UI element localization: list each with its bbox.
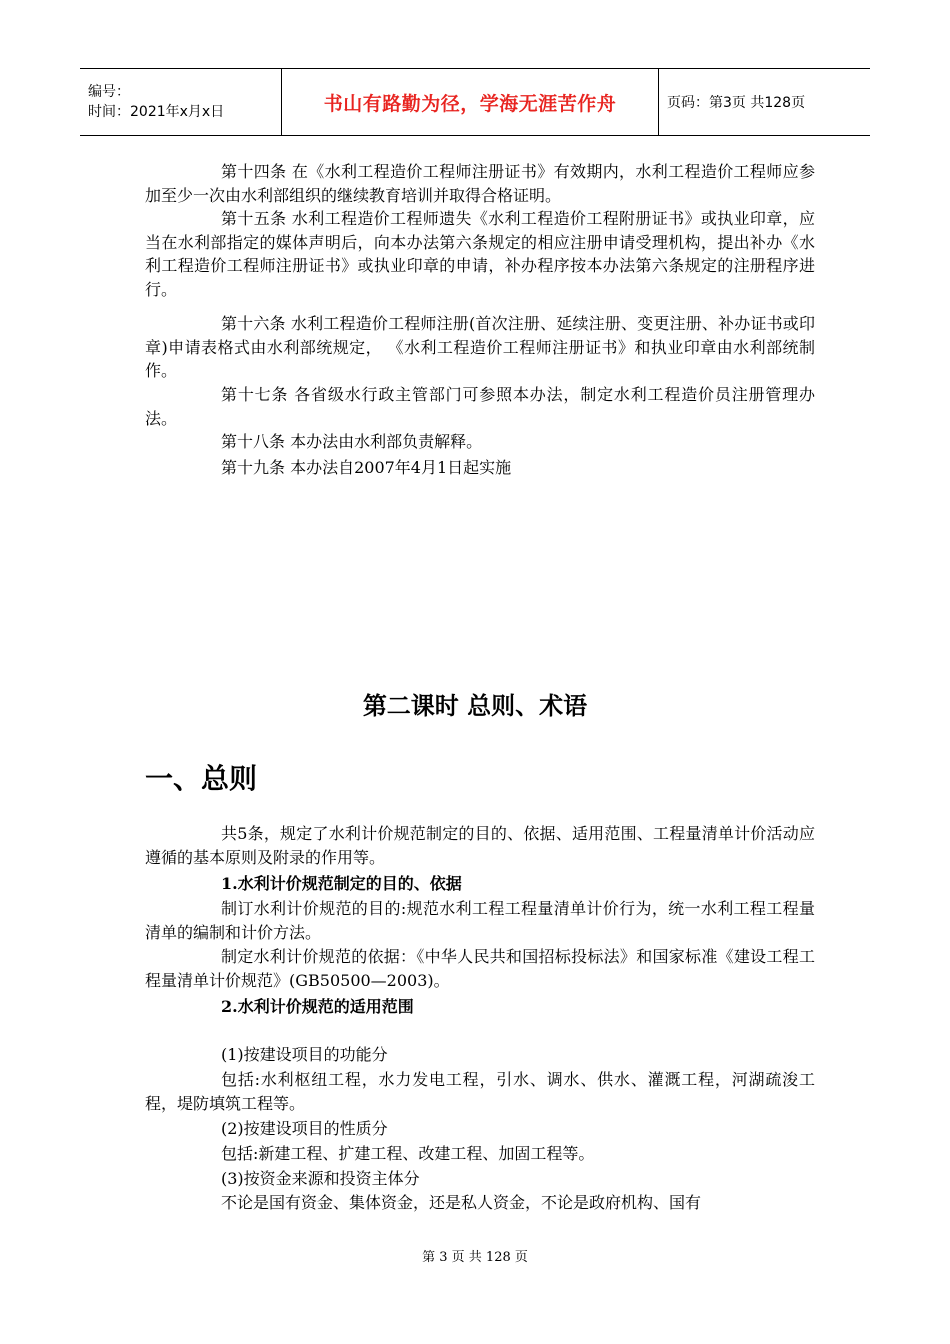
article-14: 第十四条 在《水利工程造价工程师注册证书》有效期内，水利工程造价工程师应参加至少一次由水利部组织的继续教育培训并取得合格证明。 xyxy=(145,162,815,205)
document-time-label: 时间：2021年x月x日 xyxy=(88,104,225,120)
article-18: 第十八条 本办法由水利部负责解释。 xyxy=(221,432,483,451)
article-17: 第十七条 各省级水行政主管部门可参照本办法，制定水利工程造价员注册管理办法。 xyxy=(145,385,815,428)
lesson-title: 第二课时 总则、术语 xyxy=(362,692,588,720)
article-19: 第十九条 本办法自2007年4月1日起实施 xyxy=(221,458,512,477)
document-number-label: 编号： xyxy=(88,84,130,100)
section-heading: 一、总则 xyxy=(145,762,258,795)
article-15: 第十五条 水利工程造价工程师遗失《水利工程造价工程附册证书》或执业印章，应当在水利部指定的媒体声明后，向本办法第六条规定的相应注册申请受理机构，提出补办《水利工程造价工程师注册证书》或执业印章的申请，补办程序按本办法第六条规定的注册程序进行。 xyxy=(145,209,815,299)
header-motto-cell xyxy=(282,69,659,135)
page-footer: 第 3 页 共 128 页 xyxy=(422,1250,528,1265)
header-page-info: 页码：第3页 共128页 xyxy=(667,95,806,111)
scope-item-3-title: (3)按资金来源和投资主体分 xyxy=(221,1169,420,1188)
header-meta xyxy=(80,69,282,135)
purpose-paragraph: 制订水利计价规范的目的:规范水利工程工程量清单计价行为，统一水利工程工程量清单的编制和计价方法。 xyxy=(145,899,815,942)
scope-item-2-text: 包括:新建工程、扩建工程、改建工程、加固工程等。 xyxy=(221,1144,595,1163)
article-16: 第十六条 水利工程造价工程师注册(首次注册、延续注册、变更注册、补办证书或印章)申请表格式由水利部统规定， 《水利工程造价工程师注册证书》和执业印章由水利部统制作。 xyxy=(145,314,815,380)
scope-item-3-text: 不论是国有资金、集体资金，还是私人资金，不论是政府机构、国有 xyxy=(221,1193,702,1212)
scope-item-2-title: (2)按建设项目的性质分 xyxy=(221,1119,388,1138)
subheading-scope: 2.水利计价规范的适用范围 xyxy=(221,997,414,1016)
header-motto: 书山有路勤为径，学海无涯苦作舟 xyxy=(323,92,617,115)
basis-paragraph: 制定水利计价规范的依据：《中华人民共和国招标投标法》和国家标准《建设工程工程量清单计价规范》(GB50500—2003)。 xyxy=(145,947,815,990)
intro-paragraph: 共5条，规定了水利计价规范制定的目的、依据、适用范围、工程量清单计价活动应遵循的基本原则及附录的作用等。 xyxy=(145,824,815,867)
subheading-purpose-basis: 1.水利计价规范制定的目的、依据 xyxy=(221,874,462,893)
scope-item-1-title: (1)按建设项目的功能分 xyxy=(221,1045,388,1064)
page-header xyxy=(80,68,870,136)
scope-item-1-text: 包括:水利枢纽工程，水力发电工程，引水、调水、供水、灌溉工程，河湖疏浚工程，堤防填筑工程等。 xyxy=(145,1070,815,1113)
